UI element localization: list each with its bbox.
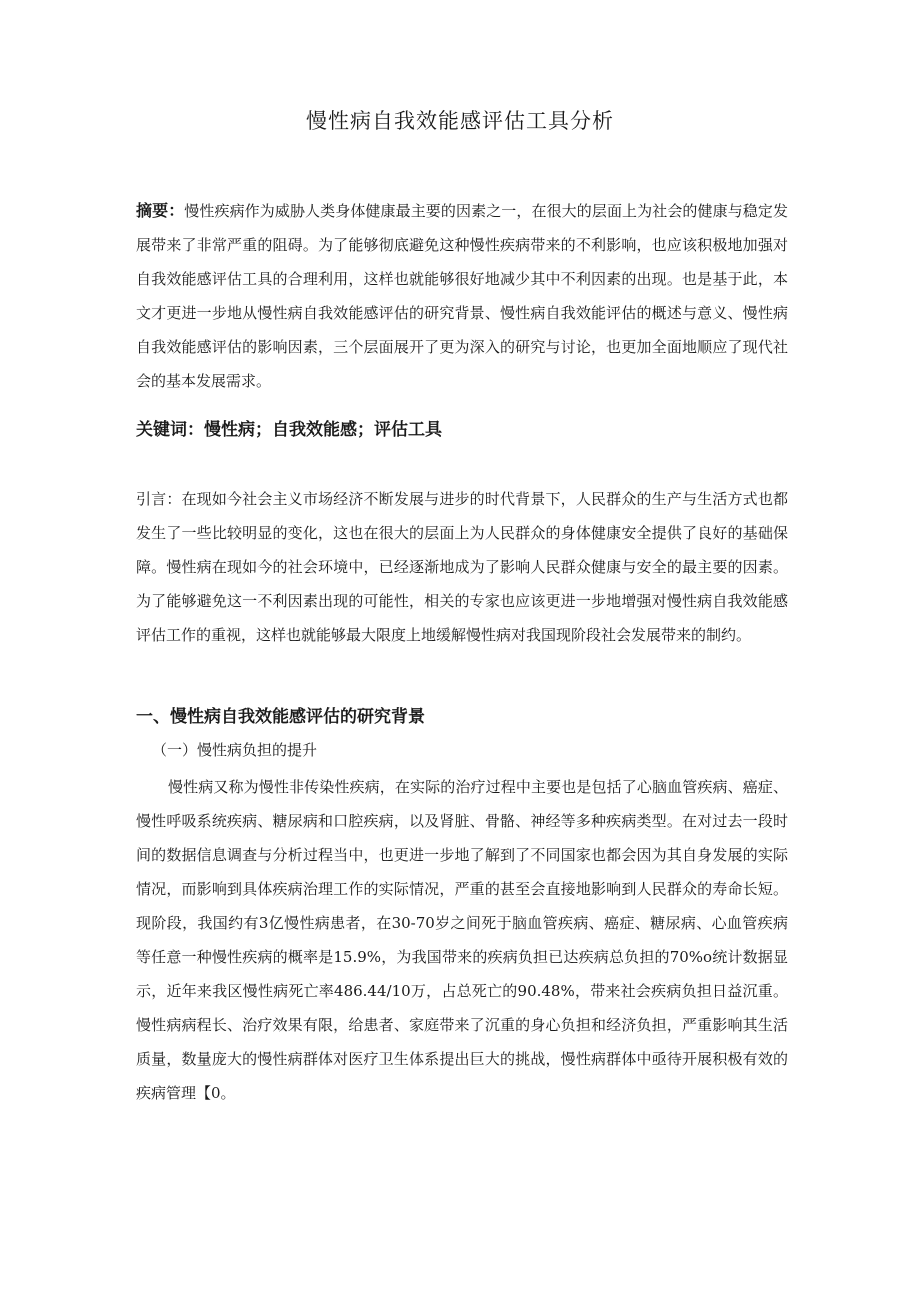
document-title: 慢性病自我效能感评估工具分析 <box>306 109 614 133</box>
introduction-paragraph: 引言：在现如今社会主义市场经济不断发展与进步的时代背景下，人民群众的生产与生活方式也都发生了一些比较明显的变化，这也在很大的层面上为人民群众的身体健康安全提供了良好的基础保障。慢性病在现如今的社会环境中，已经逐渐地成为了影响人民群众健康与安全的最主要的因素。为了能够避免这一不利因素出现的可能性，相关的专家也应该更进一步地增强对慢性病自我效能感评估工作的重视，这样也就能够最大限度上地缓解慢性病对我国现阶段社会发展带来的制约。 <box>136 490 788 644</box>
section-heading: 一、慢性病自我效能感评估的研究背景 <box>136 707 425 727</box>
abstract-text: 慢性疾病作为威胁人类身体健康最主要的因素之一，在很大的层面上为社会的健康与稳定发展带来了非常严重的阻碍。为了能够彻底避免这种慢性疾病带来的不利影响，也应该积极地加强对自我效能感评估工具的合理利用，这样也就能够很好地减少其中不利因素的出现。也是基于此，本文才更进一步地从慢性病自我效能感评估的研究背景、慢性病自我效能评估的概述与意义、慢性病自我效能感评估的影响因素，三个层面展开了更为深入的研究与讨论，也更加全面地顺应了现代社会的基本发展需求。 <box>136 202 788 390</box>
body-paragraph: 慢性病又称为慢性非传染性疾病，在实际的治疗过程中主要也是包括了心脑血管疾病、癌症、慢性呼吸系统疾病、糖尿病和口腔疾病，以及肾脏、骨骼、神经等多种疾病类型。在对过去一段时间的数据信息调查与分析过程当中，也更进一步地了解到了不同国家也都会因为其自身发展的实际情况，而影响到具体疾病治理工作的实际情况，严重的甚至会直接地影响到人民群众的寿命长短。现阶段，我国约有3亿慢性病患者，在30-70岁之间死于脑血管疾病、癌症、糖尿病、心血管疾病等任意一种慢性疾病的概率是15.9%，为我国带来的疾病负担已达疾病总负担的70%o统计数据显示，近年来我区慢性病死亡率486.44/10万，占总死亡的90.48%，带来社会疾病负担日益沉重。慢性病病程长、治疗效果有限，给患者、家庭带来了沉重的身心负担和经济负担，严重影响其生活质量，数量庞大的慢性病群体对医疗卫生体系提出巨大的挑战，慢性病群体中亟待开展积极有效的疾病管理【0。 <box>136 778 788 1102</box>
abstract-label: 摘要： <box>136 201 185 220</box>
subsection-heading: （一）慢性病负担的提升 <box>152 741 318 759</box>
keywords-line: 关键词：慢性病；自我效能感；评估工具 <box>136 420 442 440</box>
abstract-paragraph <box>136 194 788 398</box>
